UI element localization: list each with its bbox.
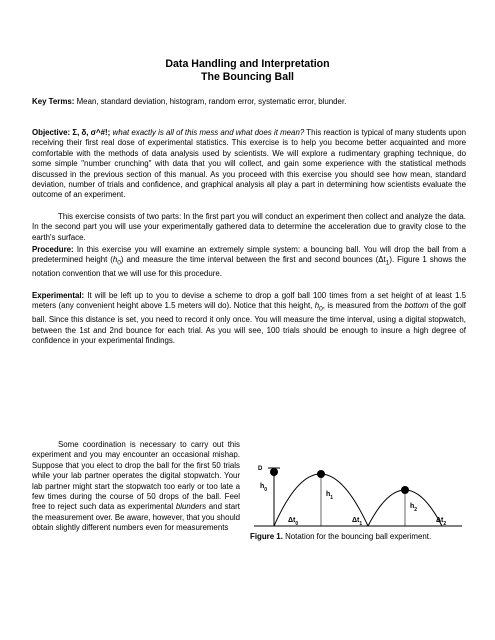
label-t0: $\Delta t_0$ xyxy=(288,517,299,527)
label-t2: $\Delta t_2$ xyxy=(436,517,447,527)
key-terms-label: Key Terms: xyxy=(32,97,75,106)
ball-apex-2 xyxy=(401,486,409,494)
procedure-label: Procedure: xyxy=(32,245,74,254)
figure-caption-text: Notation for the bouncing ball experiment. xyxy=(285,532,432,541)
label-h0: $h_0$ xyxy=(260,483,268,493)
overview-paragraph: This exercise consists of two parts: In the first part you will conduct an experiment then collect and analyze the data. In the second part you will use your experimentally gathered data to determine the acceleration due to gravity close to the earth's surface. xyxy=(32,212,466,242)
experimental-text-b: , is measured from the xyxy=(322,301,405,311)
bouncing-ball-diagram xyxy=(250,462,466,532)
objective-text: This reaction is typical of many students upon receiving their first real dose of experimental statistics. This exercise is to help you become better acquainted and more comfortable with the methods of data analysis used by scientists. We will explore a rudimentary graphing technique, do some simple "number crunching" with data that you will collect, and gain some experience with the statistical methods discussed in the previous section of this manual. As you proceed with this exercise you should see how mean, standard deviation, number of trials and confidence, and graphical analysis all play a part in determining how scientists evaluate the outcome of an experiment. xyxy=(32,128,466,200)
ball-apex-1 xyxy=(317,470,325,478)
experimental-text-a: It will be left up to you to devise a scheme to drop a golf ball 100 times from a set height of at least 1.5 meters (any convenient height above 1.5 meters will do). Notice that this height, xyxy=(32,291,466,311)
experimental-label: Experimental: xyxy=(32,291,85,300)
coordination-paragraph xyxy=(32,440,240,534)
label-t1: $\Delta t_1$ xyxy=(352,517,363,527)
objective-question: what exactly is all of this mess and what does it mean? xyxy=(112,128,305,137)
procedure-text-a: In this exercise you will examine an extremely simple system: a bouncing ball. You will drop the ball from a predetermined height ( xyxy=(32,245,466,265)
procedure-sub-1: 1 xyxy=(385,259,390,267)
coordination-emph-blunders: blunders xyxy=(175,502,207,512)
figure-bouncing-ball xyxy=(250,462,466,532)
label-d: D xyxy=(258,466,263,472)
procedure-sub-0: 0 xyxy=(117,259,121,267)
figure-caption xyxy=(250,532,466,542)
procedure-text-b: ) and measure the time interval between the first and second bounces (Δt xyxy=(120,255,386,265)
experimental-var-h0: h xyxy=(314,301,320,311)
title-line-2: The Bouncing Ball xyxy=(201,71,294,83)
document-title xyxy=(0,58,495,84)
title-line-1: Data Handling and Interpretation xyxy=(165,58,330,70)
coordination-text-b: and start the measurement over. Be aware, however, that you should obtain slightly different numbers even for measurements xyxy=(32,502,240,533)
coordination-text-a: Some coordination is necessary to carry out this experiment and you may encounter an occasional mishap. Suppose that you elect to drop the ball for the first 50 trials while your lab partner operates the digital stopwatch. Your lab partner might start the stopwatch too early or too late a few times during the course of 50 drops of the ball. Feel free to reject such data as experimental xyxy=(32,440,240,512)
objective-label: Objective: xyxy=(32,128,71,137)
ball-start xyxy=(270,468,278,476)
label-h1: $h_1$ xyxy=(326,491,334,501)
objective-paragraph xyxy=(32,128,466,201)
experimental-sub-0: 0 xyxy=(319,305,323,313)
figure-caption-label: Figure 1. xyxy=(250,532,283,541)
procedure-var-h0: h xyxy=(112,255,118,265)
objective-symbols: Σ, δ, σ^#!; xyxy=(72,128,111,137)
procedure-paragraph xyxy=(32,245,466,280)
key-terms-text: Mean, standard deviation, histogram, random error, systematic error, blunder. xyxy=(76,97,347,106)
experimental-text-c: of the golf ball. Since this distance is set, you need to record it only once. You will measure the time interval, using a digital stopwatch, between the 1st and 2nd bounce for each trial. As you will see, 100 trials should be enough to insure a high degree of confidence in your experimental findings. xyxy=(32,301,466,346)
experimental-emph-bottom: bottom xyxy=(404,301,429,311)
label-h2: $h_2$ xyxy=(410,503,418,513)
procedure-text-c: ). Figure 1 shows the notation convention that we will use for this procedure. xyxy=(32,255,466,279)
key-terms-paragraph xyxy=(32,97,466,107)
experimental-paragraph xyxy=(32,291,466,347)
